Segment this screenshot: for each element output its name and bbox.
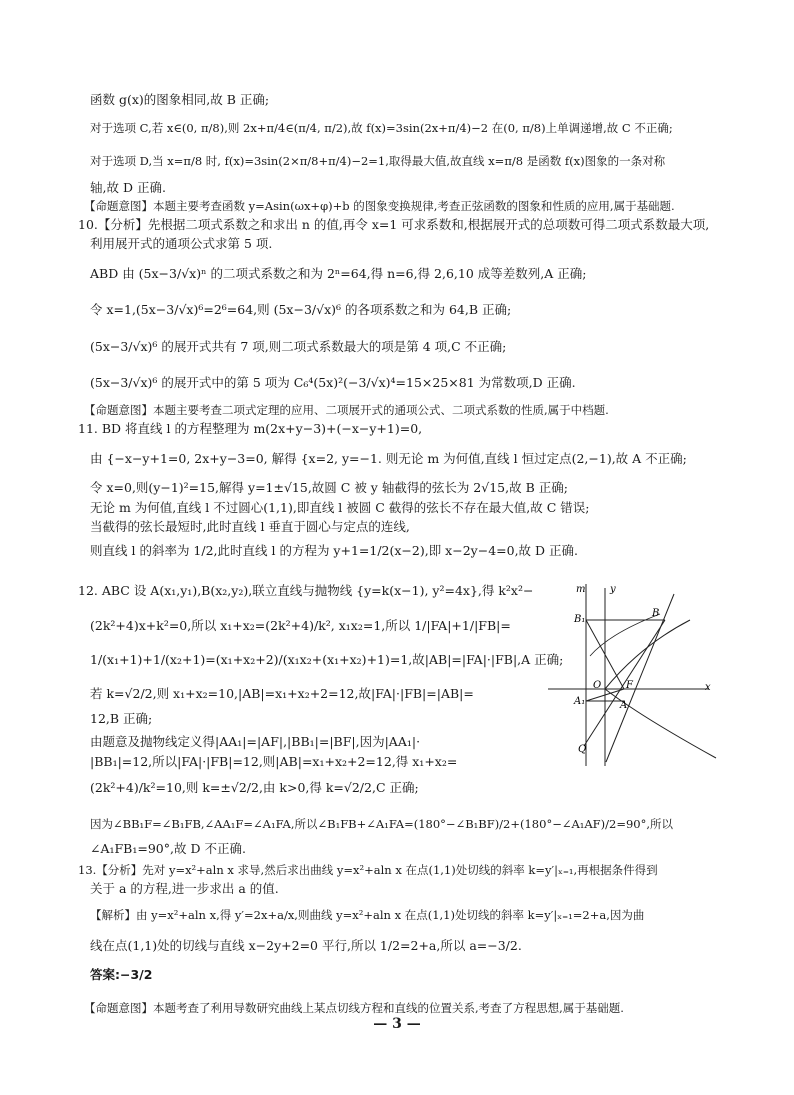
line-28: ∠A₁FB₁=90°,故 D 不正确. <box>90 841 246 856</box>
line-3: 对于选项 D,当 x=π/8 时, f(x)=3sin(2×π/8+π/4)−2=1,取得最大值,故直线 x=π/8 是函数 f(x)图象的一条对称 <box>90 154 666 168</box>
line-24: 由题意及抛物线定义得|AA₁|=|AF|,|BB₁|=|BF|,因为|AA₁|· <box>90 734 421 749</box>
label-A1: A₁ <box>574 696 586 707</box>
label-A: A <box>620 700 628 711</box>
line-29: 13.【分析】先对 y=x²+aln x 求导,然后求出曲线 y=x²+aln x 在点(1,1)处切线的斜率 k=y′|ₓ₌₁,再根据条件得到 <box>78 863 658 877</box>
line-22: 若 k=√2/2,则 x₁+x₂=10,|AB|=x₁+x₂+2=12,故|FA|·|FB|=|AB|= <box>90 686 474 701</box>
line-34: 【命题意图】本题考查了利用导数研究曲线上某点切线方程和直线的位置关系,考查了方程思想,属于基础题. <box>84 1001 624 1015</box>
chord-AB <box>606 594 674 762</box>
line-25: |BB₁|=12,所以|FA|·|FB|=12,则|AB|=x₁+x₂+2=12,得 x₁+x₂= <box>90 754 458 769</box>
line-30: 关于 a 的方程,进一步求出 a 的值. <box>90 881 279 896</box>
line-1: 函数 g(x)的图象相同,故 B 正确; <box>90 92 270 107</box>
line-15: 令 x=0,则(y−1)²=15,解得 y=1±√15,故圆 C 被 y 轴截得的弦长为 2√15,故 B 正确; <box>90 480 568 495</box>
line-31: 【解析】由 y=x²+aln x,得 y′=2x+a/x,则曲线 y=x²+aln x 在点(1,1)处切线的斜率 k=y′|ₓ₌₁=2+a,因为曲 <box>90 908 645 922</box>
line-2: 对于选项 C,若 x∈(0, π/8),则 2x+π/4∈(π/4, π/2),故 f(x)=3sin(2x+π/4)−2 在(0, π/8)上单调递增,故 C 不正确; <box>90 121 673 135</box>
line-23: 12,B 正确; <box>90 711 153 726</box>
line-4: 轴,故 D 正确. <box>90 180 166 195</box>
label-B1: B₁ <box>574 614 586 625</box>
parabola-figure <box>548 578 720 768</box>
line-21: 1/(x₁+1)+1/(x₂+1)=(x₁+x₂+2)/(x₁x₂+(x₁+x₂)+1)=1,故|AB|=|FA|·|FB|,A 正确; <box>90 652 564 667</box>
line-32: 线在点(1,1)处的切线与直线 x−2y+2=0 平行,所以 1/2=2+a,所以 a=−3/2. <box>90 938 522 953</box>
line-16: 无论 m 为何值,直线 l 不过圆心(1,1),即直线 l 被圆 C 截得的弦长不存在最大值,故 C 错误; <box>90 500 590 515</box>
line-8: ABD 由 (5x−3/√x)ⁿ 的二项式系数之和为 2ⁿ=64,得 n=6,得 2,6,10 成等差数列,A 正确; <box>90 266 587 281</box>
line-33: 答案:−3/2 <box>90 967 153 982</box>
line-5: 【命题意图】本题主要考查函数 y=Asin(ωx+φ)+b 的图象变换规律,考查正弦函数的图象和性质的应用,属于基础题. <box>84 199 675 213</box>
line-7: 利用展开式的通项公式求第 5 项. <box>90 236 273 251</box>
line-13: 11. BD 将直线 l 的方程整理为 m(2x+y−3)+(−x−y+1)=0, <box>78 421 423 436</box>
label-O: O <box>593 680 602 691</box>
page-number: — 3 — <box>373 1016 421 1032</box>
line-9: 令 x=1,(5x−3/√x)⁶=2⁶=64,则 (5x−3/√x)⁶ 的各项系数之和为 64,B 正确; <box>90 302 512 317</box>
label-x: x <box>705 682 711 693</box>
line-20: (2k²+4)x+k²=0,所以 x₁+x₂=(2k²+4)/k², x₁x₂=1,所以 1/|FA|+1/|FB|= <box>90 618 511 633</box>
line-12: 【命题意图】本题主要考查二项式定理的应用、二项展开式的通项公式、二项式系数的性质,属于中档题. <box>84 403 609 417</box>
label-Q: Q <box>578 744 587 755</box>
line-10: (5x−3/√x)⁶ 的展开式共有 7 项,则二项式系数最大的项是第 4 项,C 不正确; <box>90 339 507 354</box>
label-m: m <box>576 584 586 595</box>
label-B: B <box>652 608 660 619</box>
label-y: y <box>610 584 616 595</box>
line-6: 10.【分析】先根据二项式系数之和求出 n 的值,再令 x=1 可求系数和,根据展开式的总项数可得二项式系数最大项, <box>78 217 710 232</box>
line-27: 因为∠BB₁F=∠B₁FB,∠AA₁F=∠A₁FA,所以∠B₁FB+∠A₁FA=(180°−∠B₁BF)/2+(180°−∠A₁AF)/2=90°,所以 <box>90 817 674 831</box>
line-26: (2k²+4)/k²=10,则 k=±√2/2,由 k>0,得 k=√2/2,C 正确; <box>90 780 419 795</box>
line-11: (5x−3/√x)⁶ 的展开式中的第 5 项为 C₆⁴(5x)²(−3/√x)⁴=15×25×81 为常数项,D 正确. <box>90 375 576 390</box>
line-18: 则直线 l 的斜率为 1/2,此时直线 l 的方程为 y+1=1/2(x−2),即 x−2y−4=0,故 D 正确. <box>90 543 578 558</box>
line-19: 12. ABC 设 A(x₁,y₁),B(x₂,y₂),联立直线与抛物线 {y=k(x−1), y²=4x},得 k²x²− <box>78 583 534 598</box>
line-14: 由 {−x−y+1=0, 2x+y−3=0, 解得 {x=2, y=−1. 则无论 m 为何值,直线 l 恒过定点(2,−1),故 A 不正确; <box>90 451 687 466</box>
line-17: 当截得的弦长最短时,此时直线 l 垂直于圆心与定点的连线, <box>90 519 410 534</box>
label-F: F <box>626 680 633 691</box>
